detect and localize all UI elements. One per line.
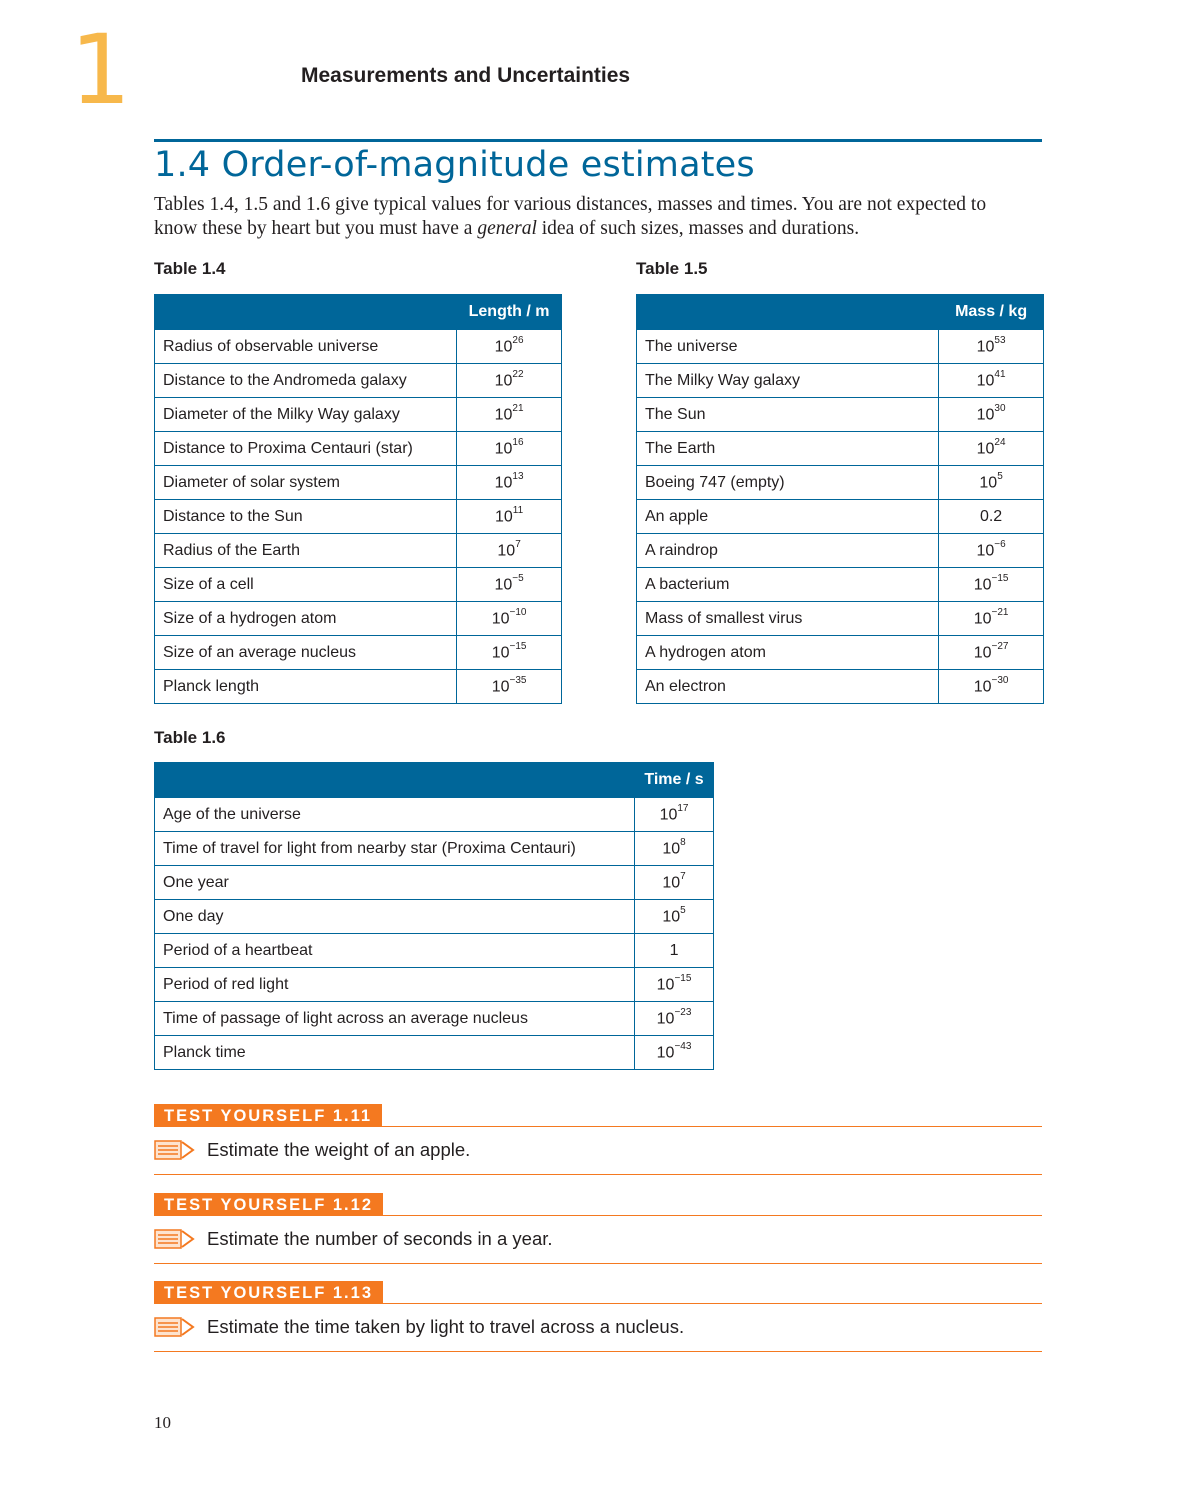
row-label: Planck time [155,1036,635,1070]
row-label: Diameter of the Milky Way galaxy [155,398,457,432]
table-row [637,636,1044,670]
test-yourself-rule [154,1215,1042,1216]
value-exponent: 26 [512,334,524,346]
test-yourself-rule-bottom [154,1351,1042,1352]
row-value [635,1002,714,1036]
table-row [155,1002,714,1036]
value-base: 10 [976,542,995,560]
table-row [155,798,714,832]
row-label: A bacterium [637,568,939,602]
test-yourself-rule-bottom [154,1263,1042,1264]
value-exponent: −15 [509,640,527,652]
row-value [457,602,562,636]
row-label: Time of passage of light across an average nucleus [155,1002,635,1036]
row-value [457,568,562,602]
test-yourself-rule-bottom [154,1174,1042,1175]
row-label: Age of the universe [155,798,635,832]
table-row [155,900,714,934]
table-row [637,364,1044,398]
value-exponent: 22 [512,368,524,380]
row-value [939,568,1044,602]
row-label: Period of red light [155,968,635,1002]
value-exponent: −35 [509,674,527,686]
section-title: 1.4 Order-of-magnitude estimates [154,145,755,185]
table-header-blank [155,763,635,798]
table-1-5-caption: Table 1.5 [636,259,708,278]
value-exponent: −10 [509,606,527,618]
row-value [939,670,1044,704]
table-header-row [637,295,1044,330]
test-yourself-question: Estimate the time taken by light to travel across a nucleus. [207,1316,685,1337]
value-exponent: 16 [512,436,524,448]
value-base: 10 [973,610,992,628]
value-exponent: 5 [680,904,686,916]
row-value [635,934,714,968]
running-head: Measurements and Uncertainties [301,64,631,87]
intro-paragraph [154,193,1034,241]
test-yourself-rule [154,1303,1042,1304]
value-base: 10 [656,1010,675,1028]
notes-arrow-icon [154,1139,196,1161]
row-label: Size of a cell [155,568,457,602]
value-exponent: 8 [680,836,686,848]
test-yourself-block [154,1193,1042,1249]
value-exponent: −23 [674,1006,692,1018]
table-header-blank [155,295,457,330]
table-header-mass: Mass / kg [939,295,1044,330]
row-label: Distance to the Andromeda galaxy [155,364,457,398]
table-1-4-caption: Table 1.4 [154,259,226,278]
table-row [155,934,714,968]
row-value [939,364,1044,398]
table-row [155,832,714,866]
chapter-number: 1 [70,14,132,126]
value-base: 10 [973,576,992,594]
row-value [635,968,714,1002]
notes-arrow-icon [154,1228,196,1250]
row-label: A hydrogen atom [637,636,939,670]
value-base: 10 [662,840,681,858]
row-value [457,670,562,704]
value-base: 10 [662,908,681,926]
table-row [637,602,1044,636]
table-header-row [155,295,562,330]
table-row [637,670,1044,704]
row-value [457,534,562,568]
table-row [637,466,1044,500]
table-1-5 [636,294,1044,704]
row-value [939,500,1044,534]
value-base: 10 [662,874,681,892]
value-exponent: 17 [677,802,689,814]
row-label: Radius of observable universe [155,330,457,364]
row-value [635,866,714,900]
test-yourself-tag: TEST YOURSELF 1.11 [154,1104,382,1127]
row-label: Boeing 747 (empty) [637,466,939,500]
row-value [939,636,1044,670]
value-exponent: −43 [674,1040,692,1052]
value-exponent: 24 [994,436,1006,448]
row-value [939,466,1044,500]
row-value [457,466,562,500]
test-yourself-tag: TEST YOURSELF 1.12 [154,1193,383,1216]
row-label: Radius of the Earth [155,534,457,568]
table-row [637,500,1044,534]
value-exponent: −15 [674,972,692,984]
test-yourself-question: Estimate the weight of an apple. [207,1139,471,1160]
row-value [939,330,1044,364]
table-row [637,398,1044,432]
table-1-6-caption: Table 1.6 [154,728,226,747]
test-yourself-block [154,1104,1042,1160]
table-row [155,968,714,1002]
value-base: 10 [491,610,510,628]
value-base: 10 [659,806,678,824]
value-base: 10 [656,1044,675,1062]
value-exponent: 30 [994,402,1006,414]
row-value [457,364,562,398]
row-value [939,398,1044,432]
value-exponent: −6 [994,538,1006,550]
table-row [637,330,1044,364]
test-yourself-tag: TEST YOURSELF 1.13 [154,1281,383,1304]
value-base: 10 [491,678,510,696]
table-1-4 [154,294,562,704]
row-label: Size of an average nucleus [155,636,457,670]
table-row [637,534,1044,568]
table-row [155,568,562,602]
value-exponent: −21 [991,606,1009,618]
row-label: Size of a hydrogen atom [155,602,457,636]
row-label: The universe [637,330,939,364]
row-value [457,500,562,534]
intro-text-end: idea of such sizes, masses and durations. [536,218,860,239]
row-value [635,1036,714,1070]
row-label: One year [155,866,635,900]
table-row [155,670,562,704]
value-base: 10 [656,976,675,994]
value-exponent: 41 [994,368,1006,380]
test-yourself-question: Estimate the number of seconds in a year. [207,1228,553,1249]
row-label: Planck length [155,670,457,704]
row-value [939,534,1044,568]
row-label: Time of travel for light from nearby star (Proxima Centauri) [155,832,635,866]
table-row [155,636,562,670]
row-label: Diameter of solar system [155,466,457,500]
value-base: 10 [973,644,992,662]
table-row [637,432,1044,466]
test-yourself-rule [154,1126,1042,1127]
row-value [635,900,714,934]
value-exponent: 5 [997,470,1003,482]
value-base: 10 [497,542,516,560]
table-row [155,432,562,466]
notes-arrow-icon [154,1316,196,1338]
intro-emphasis: general [477,218,537,239]
table-row [155,330,562,364]
value-base: 10 [494,508,513,526]
value-base: 10 [494,338,513,356]
value-base: 10 [494,406,513,424]
row-value [939,432,1044,466]
section-rule [154,139,1042,142]
value-exponent: −15 [991,572,1009,584]
value-base: 10 [494,440,513,458]
row-value [939,602,1044,636]
table-row [155,466,562,500]
value-exponent: −30 [991,674,1009,686]
page-number: 10 [154,1413,171,1432]
table-header-length: Length / m [457,295,562,330]
table-row [155,602,562,636]
table-1-6 [154,762,714,1070]
value-base: 10 [973,678,992,696]
value-base: 10 [976,406,995,424]
value-exponent: −5 [512,572,524,584]
row-label: Distance to the Sun [155,500,457,534]
table-row [155,364,562,398]
row-label: One day [155,900,635,934]
value-exponent: 7 [515,538,521,550]
value-exponent: 21 [512,402,524,414]
row-label: The Sun [637,398,939,432]
row-value [457,330,562,364]
value-exponent: 7 [680,870,686,882]
value-base: 10 [494,474,513,492]
value-base: 1 [669,941,679,959]
row-label: An electron [637,670,939,704]
table-header-row [155,763,714,798]
row-value [457,432,562,466]
row-label: Mass of smallest virus [637,602,939,636]
row-label: A raindrop [637,534,939,568]
test-yourself-block [154,1281,1042,1337]
row-value [457,636,562,670]
intro-text: Tables 1.4, 1.5 and 1.6 give typical values for various distances, masses and times. You are not expected to know these by heart but you must have a [154,194,987,239]
row-value [635,798,714,832]
value-base: 10 [494,372,513,390]
row-label: An apple [637,500,939,534]
table-row [155,534,562,568]
row-label: Distance to Proxima Centauri (star) [155,432,457,466]
value-base: 10 [976,372,995,390]
value-exponent: 53 [994,334,1006,346]
table-row [155,1036,714,1070]
row-label: The Earth [637,432,939,466]
value-base: 0.2 [979,507,1003,525]
row-value [457,398,562,432]
table-row [155,500,562,534]
table-row [155,398,562,432]
value-exponent: 11 [512,504,524,516]
row-label: Period of a heartbeat [155,934,635,968]
row-value [635,832,714,866]
table-row [155,866,714,900]
value-exponent: −27 [991,640,1009,652]
table-header-blank [637,295,939,330]
value-exponent: 13 [512,470,524,482]
table-header-time: Time / s [635,763,714,798]
row-label: The Milky Way galaxy [637,364,939,398]
value-base: 10 [494,576,513,594]
value-base: 10 [491,644,510,662]
value-base: 10 [976,440,995,458]
value-base: 10 [976,338,995,356]
table-row [637,568,1044,602]
value-base: 10 [979,474,998,492]
